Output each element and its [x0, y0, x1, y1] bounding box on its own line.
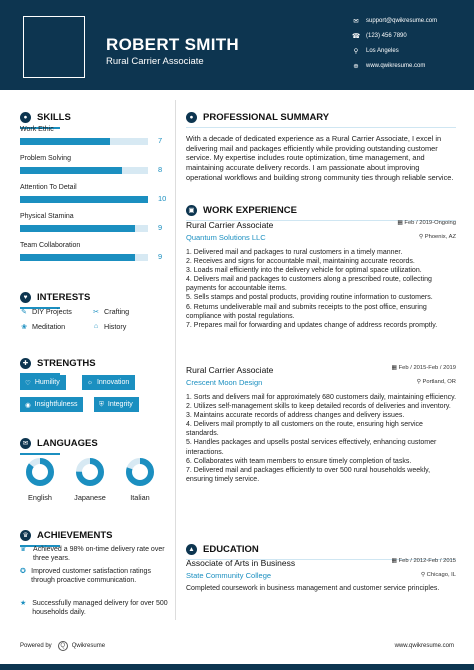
achievements-section — [20, 528, 168, 547]
school: State Community College — [186, 571, 272, 580]
star-icon: ★ — [20, 600, 27, 607]
skill-value: 8 — [158, 165, 163, 174]
skill-bar — [20, 254, 148, 261]
skill-label: Problem Solving — [20, 155, 71, 162]
strengths-heading: ✚ STRENGTHS — [20, 356, 168, 370]
column-divider — [175, 100, 176, 620]
job-bullet: 1. Delivered mail and packages to rural customers in a timely manner. — [186, 249, 403, 256]
speech-bubble-icon: ✉ — [20, 438, 31, 449]
skill-bar-fill — [20, 254, 135, 261]
candidate-name: ROBERT SMITH — [106, 35, 239, 54]
interest-item: ✎ DIY Projects — [21, 307, 72, 316]
job-title: Rural Carrier Associate — [186, 365, 274, 375]
skill-value: 9 — [158, 252, 163, 261]
job-entry-1 — [186, 220, 456, 330]
skill-row — [20, 184, 168, 203]
skill-bar — [20, 138, 148, 145]
skills-heading: ● SKILLS — [20, 110, 168, 124]
skill-value: 10 — [158, 194, 167, 203]
location-icon: ⚲ — [420, 572, 427, 578]
job-location: ⚲ Portland, OR — [416, 379, 456, 385]
scissors-icon: ✂ — [93, 308, 99, 316]
language-level-donut — [25, 457, 55, 487]
skill-bar — [20, 225, 148, 232]
section-rule — [186, 127, 456, 128]
skill-bar — [20, 196, 148, 203]
achievement-item: ♛ Achieved a 98% on-time delivery rate over three years. — [20, 546, 165, 562]
briefcase-icon: ▣ — [186, 205, 197, 216]
calendar-icon: ▦ — [397, 220, 405, 226]
qwikresume-logo-icon: Q — [58, 641, 68, 651]
job-dates: ▦ Feb / 2015-Feb / 2019 — [391, 365, 456, 371]
skill-bar-fill — [20, 167, 122, 174]
powered-by-label: Powered by — [20, 643, 52, 649]
language-label: Japanese — [74, 493, 106, 502]
job-bullets — [186, 393, 456, 484]
skill-bar-fill — [20, 138, 110, 145]
skill-label: Physical Stamina — [20, 213, 74, 220]
location-icon: ⚲ — [353, 48, 359, 55]
education-description: Completed coursework in business management and customer service principles. — [186, 585, 440, 592]
strength-chip-humility: ♡ Humility — [20, 375, 66, 390]
job-bullet: 1. Sorts and delivers mail for approximately 680 customers daily, maintaining efficiency. — [186, 394, 457, 401]
heart-hand-icon: ♡ — [25, 379, 31, 387]
candidate-role: Rural Carrier Associate — [106, 56, 204, 67]
summary-section — [186, 110, 456, 183]
skill-value: 7 — [158, 136, 163, 145]
school-location: ⚲ Chicago, IL — [420, 572, 456, 578]
calendar-icon: ▦ — [391, 558, 399, 564]
interest-item: ⌂ History — [93, 322, 127, 331]
job-company: Quantum Solutions LLC — [186, 233, 266, 242]
job-bullet: 5. Sells stamps and postal products, providing routine information to customers. — [186, 294, 433, 302]
skill-bar — [20, 167, 148, 174]
interest-item: ❀ Meditation — [21, 322, 66, 331]
skill-label: Attention To Detail — [20, 184, 77, 191]
lotus-icon: ❀ — [21, 323, 27, 331]
footer-website-link[interactable]: www.qwikresume.com — [394, 643, 454, 649]
job-dates: ▦ Feb / 2019-Ongoing — [397, 220, 456, 226]
medal-icon: ✪ — [20, 568, 26, 575]
education-dates: ▦ Feb / 2012-Feb / 2015 — [391, 558, 456, 564]
interests-heading: ♥ INTERESTS — [20, 290, 168, 304]
shield-icon: ⛨ — [99, 400, 104, 408]
strengths-section — [20, 356, 168, 375]
degree: Associate of Arts in Business — [186, 558, 296, 568]
achievements-heading: ♛ ACHIEVEMENTS — [20, 528, 168, 542]
job-bullet: 3. Loads mail efficiently into the delivery vehicle for optimal space utilization. — [186, 267, 422, 275]
job-bullet: 5. Handles packages and upsells postal services effectively, enhancing customer interactions. — [186, 439, 437, 456]
phone-icon: ☎ — [352, 33, 361, 40]
contact-location: ⚲ Los Angeles — [353, 48, 399, 55]
resume-header — [0, 0, 474, 90]
skill-value: 9 — [158, 223, 163, 232]
job-location: ⚲ Phoenix, AZ — [418, 234, 456, 240]
contact-phone[interactable]: ☎ (123) 456 7890 — [352, 33, 407, 40]
graduation-cap-icon: ▲ — [186, 544, 197, 555]
job-bullet: 4. Delivers mail and packages to customers along a prescribed route, collecting payments for accountable items. — [186, 276, 432, 293]
language-level-donut — [75, 457, 105, 487]
skill-bar-fill — [20, 196, 148, 203]
page-footer — [20, 636, 454, 656]
job-company: Crescent Moon Design — [186, 378, 263, 387]
job-bullet: 4. Delivers mail promptly to all customers on the route, ensuring high service standards. — [186, 421, 423, 438]
contact-website[interactable]: ⊕ www.qwikresume.com — [353, 63, 426, 70]
museum-icon: ⌂ — [93, 323, 99, 330]
skill-row — [20, 242, 168, 261]
skill-row — [20, 126, 168, 145]
email-icon: ✉ — [353, 18, 359, 25]
interest-item: ✂ Crafting — [93, 307, 130, 316]
skill-row — [20, 213, 168, 232]
job-bullet: 6. Collaborates with team members to ensure timely completion of tasks. — [186, 457, 412, 465]
person-icon: ● — [186, 112, 197, 123]
job-bullet: 7. Prepares mail for forwarding and updates change of address records promptly. — [186, 321, 438, 329]
strength-chip-insightfulness: ◉ Insightfulness — [20, 397, 83, 412]
education-entry — [186, 558, 456, 593]
job-bullet: 2. Utilizes self-management skills to keep detailed records of deliveries and inventory. — [186, 403, 451, 411]
job-bullet: 2. Receives and signs for accountable mail, maintaining accurate records. — [186, 258, 415, 266]
experience-section — [186, 203, 456, 221]
summary-heading: ● PROFESSIONAL SUMMARY — [186, 110, 456, 124]
summary-text: With a decade of dedicated experience as a Rural Carrier Associate, I excel in delivering mail and packages efficiently while providing outstanding customer service. My expertise includes route optimization, time management, and maintaining accurate delivery records. I am passionate about improving operational workflows and building strong community ties through reliable service. — [186, 134, 454, 182]
trophy-icon: ♛ — [20, 530, 31, 541]
skill-bar-fill — [20, 225, 135, 232]
skill-label: Work Ethic — [20, 126, 54, 133]
language-level-donut — [125, 457, 155, 487]
achievement-item: ✪ Improved customer satisfaction ratings through proactive communication. — [20, 568, 151, 584]
languages-section — [20, 436, 168, 455]
language-item — [120, 457, 160, 502]
job-bullets — [186, 248, 456, 330]
flex-icon: ✚ — [20, 358, 31, 369]
achievement-item: ★ Successfully managed delivery for over 500 households daily. — [20, 600, 168, 616]
skill-label: Team Collaboration — [20, 242, 81, 249]
pin-icon: ● — [20, 112, 31, 123]
footer-brand[interactable]: Qwikresume — [71, 643, 106, 649]
job-bullet: 3. Maintains accurate records of address changes and delivery issues. — [186, 412, 405, 420]
languages-heading: ✉ LANGUAGES — [20, 436, 168, 450]
language-label: English — [28, 493, 52, 502]
location-icon: ⚲ — [418, 234, 425, 240]
globe-icon: ⊕ — [353, 63, 359, 70]
section-rule — [20, 453, 60, 455]
job-bullet: 7. Delivered mail and packages efficiently to over 500 rural households weekly, ensuring timely service. — [186, 466, 431, 483]
job-entry-2 — [186, 365, 456, 484]
language-item — [70, 457, 110, 502]
heart-icon: ♥ — [20, 292, 31, 303]
experience-heading: ▣ WORK EXPERIENCE — [186, 203, 456, 217]
education-heading: ▲ EDUCATION — [186, 542, 456, 556]
bottom-rule — [0, 664, 474, 670]
contact-email[interactable]: ✉ support@qwikresume.com — [353, 18, 438, 25]
strength-chip-innovation: ☼ Innovation — [82, 375, 135, 390]
job-title: Rural Carrier Associate — [186, 220, 274, 230]
eye-icon: ◉ — [25, 401, 31, 409]
language-item — [20, 457, 60, 502]
skill-row — [20, 155, 168, 174]
language-label: Italian — [130, 493, 150, 502]
trophy-icon: ♛ — [20, 546, 27, 553]
calendar-icon: ▦ — [391, 365, 399, 371]
interests-section — [20, 290, 168, 309]
job-bullet: 6. Returns undeliverable mail and submits receipts to the post office, ensuring compliance with postal regulations. — [186, 303, 427, 320]
profile-photo-placeholder — [23, 16, 85, 78]
tools-icon: ✎ — [21, 308, 27, 316]
location-icon: ⚲ — [416, 379, 423, 385]
lightbulb-icon: ☼ — [87, 379, 93, 386]
strength-chip-integrity: ⛨ Integrity — [94, 397, 139, 412]
